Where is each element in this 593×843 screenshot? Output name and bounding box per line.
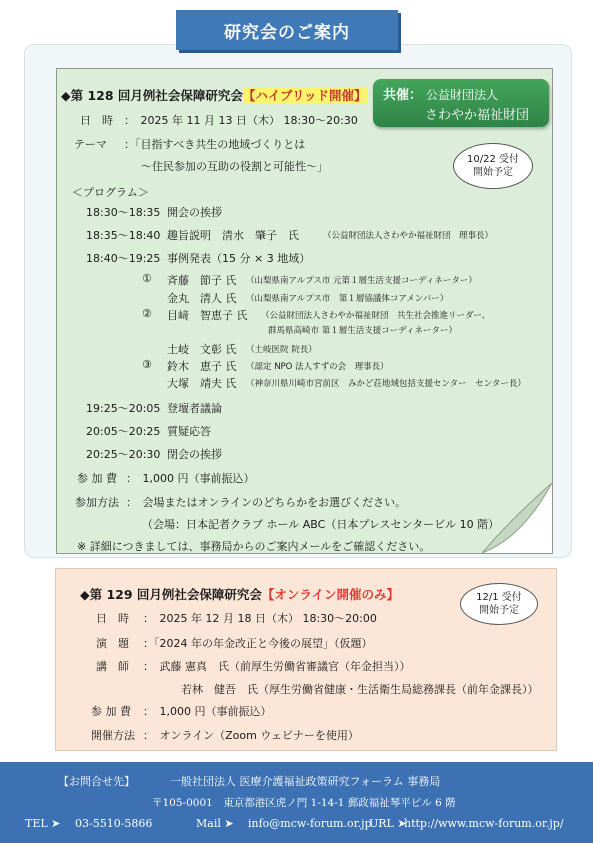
session-128-title: ◆第 128 回月例社会保障研究会 <box>61 88 243 103</box>
sponsor-name: さわやか福祉財団 <box>425 108 530 123</box>
date-value: ： 2025 年 11 月 13 日（木） 18:30～20:30 <box>124 114 358 127</box>
sponsor-org-type: 公益財団法人 <box>426 88 499 102</box>
lecturer-2: 若林 健吾 氏（厚生労働省健康・生活衛生局総務課長（前年金課長）） <box>181 683 539 696</box>
fee-label: 参 加 費 <box>91 705 131 718</box>
details-note: ※ 詳細につきましては、事務局からのご案内メールをご確認ください。 <box>77 540 431 553</box>
presenter-number: ② <box>142 307 152 320</box>
presenter-name: 目﨑 智恵子 氏 <box>167 309 248 322</box>
reception-note-line2: 開始予定 <box>473 167 513 178</box>
method-label: 参加方法 <box>75 496 119 509</box>
presenter-affiliation: （山梨県南アルプス市 元第１層生活支援コーディネーター） <box>246 276 477 286</box>
url-label: URL ➤ <box>369 817 407 830</box>
lecturer-1: ： 武藤 憲真 氏（前厚生労働省審議官（年金担当）） <box>143 660 411 673</box>
page-title: 研究会のご案内 <box>224 22 350 43</box>
reception-start-bubble-128 <box>453 143 533 189</box>
presenter-name: 鈴木 恵子 氏 <box>167 360 237 373</box>
presenter-affiliation: （認定 NPO 法人すずの会 理事長） <box>246 362 389 372</box>
program-time: 20:05～20:25 <box>86 425 161 438</box>
contact-label: 【お問合せ先】 <box>58 775 135 788</box>
program-item-note: （公益財団法人さわやか福祉財団 理事長） <box>323 231 494 241</box>
topic-label: 演 題 <box>96 637 129 650</box>
fee-label: 参 加 費 <box>77 472 117 485</box>
session-129-heading <box>80 585 399 603</box>
method-value: ： オンライン（Zoom ウェビナーを使用） <box>143 729 359 742</box>
program-time: 20:25～20:30 <box>86 448 161 461</box>
reception-note-line1: 12/1 受付 <box>476 592 522 603</box>
reception-note-line2: 開始予定 <box>479 605 519 616</box>
session-129-title: ◆第 129 回月例社会保障研究会 <box>80 587 262 602</box>
presenter-number: ③ <box>142 358 152 371</box>
presenter-affiliation: （神奈川県川崎市宮前区 みかど荘地域包括支援センター センター長） <box>246 379 526 389</box>
method-value: ： 会場またはオンラインのどちらかをお選びください。 <box>126 496 407 509</box>
co-sponsor-badge <box>373 79 549 127</box>
program-item: 質疑応答 <box>167 425 211 438</box>
program-item: 開会の挨拶 <box>167 206 222 219</box>
presenter-name: 金丸 清人 氏 <box>167 292 237 305</box>
theme-line2: ～住民参加の互助の役割と可能性～」 <box>141 160 328 173</box>
presenter-name: 土岐 文彰 氏 <box>167 343 237 356</box>
date-label: 日 時 <box>96 612 129 625</box>
contact-organization: 一般社団法人 医療介護福祉政策研究フォーラム 事務局 <box>170 775 441 788</box>
fee-value: ： 1,000 円（事前振込） <box>126 472 255 485</box>
venue-info: （会場：日本記者クラブ ホール ABC（日本プレスセンタービル 10 階） <box>142 518 500 531</box>
online-only-tag: 【オンライン開催のみ】 <box>261 587 400 602</box>
presenter-name: 斉藤 節子 氏 <box>167 274 237 287</box>
method-label: 開催方法 <box>91 729 135 742</box>
tel-label: TEL ➤ <box>25 817 61 830</box>
presenter-name: 大塚 靖夫 氏 <box>167 377 237 390</box>
sponsor-label: 共催： <box>383 88 423 103</box>
program-item: 閉会の挨拶 <box>167 448 222 461</box>
reception-note-line1: 10/22 受付 <box>467 154 519 165</box>
presenter-affiliation: 群馬県高崎市 第１層生活支援コーディネーター） <box>268 326 458 336</box>
mail-link[interactable]: info@mcw-forum.or.jp <box>248 817 372 830</box>
topic-value: ：「2024 年の年金改正と今後の展望」（仮題） <box>143 637 373 650</box>
program-time: 18:30～18:35 <box>86 206 161 219</box>
lecturer-label: 講 師 <box>96 660 129 673</box>
program-item: 登壇者議論 <box>167 402 222 415</box>
contact-footer <box>0 762 593 843</box>
presenter-number: ① <box>142 272 152 285</box>
program-time: 19:25～20:05 <box>86 402 161 415</box>
presenter-affiliation: （山梨県南アルプス市 第１層協議体コアメンバー） <box>246 294 449 304</box>
session-128-heading <box>61 86 367 104</box>
theme-label: テーマ <box>74 138 107 151</box>
presenter-affiliation: （公益財団法人さわやか福祉財団 共生社会推進リーダー、 <box>261 311 491 321</box>
presenter-affiliation: （土岐医院 院長） <box>246 345 317 355</box>
hybrid-tag: 【ハイブリッド開催】 <box>242 88 367 103</box>
program-item: 事例発表（15 分 × 3 地域） <box>167 252 311 265</box>
reception-start-bubble-129 <box>460 583 538 625</box>
program-heading: ＜プログラム＞ <box>72 186 149 199</box>
date-value: ： 2025 年 12 月 18 日（木） 18:30～20:00 <box>143 612 377 625</box>
program-item: 趣旨説明 清水 肇子 氏 <box>167 229 299 242</box>
date-label: 日 時 <box>80 114 113 127</box>
url-link[interactable]: http://www.mcw-forum.or.jp/ <box>404 817 564 830</box>
program-time: 18:40～19:25 <box>86 252 161 265</box>
contact-address: 〒105-0001 東京都港区虎ノ門 1-14-1 郵政福祉琴平ビル 6 階 <box>152 797 456 809</box>
mail-label: Mail ➤ <box>196 817 234 830</box>
page-title-banner <box>176 10 398 50</box>
theme-line1: ：「目指すべき共生の地域づくりとは <box>124 138 306 151</box>
tel-number[interactable]: 03-5510-5866 <box>75 817 153 830</box>
fee-value: ： 1,000 円（事前振込） <box>143 705 272 718</box>
program-time: 18:35～18:40 <box>86 229 161 242</box>
